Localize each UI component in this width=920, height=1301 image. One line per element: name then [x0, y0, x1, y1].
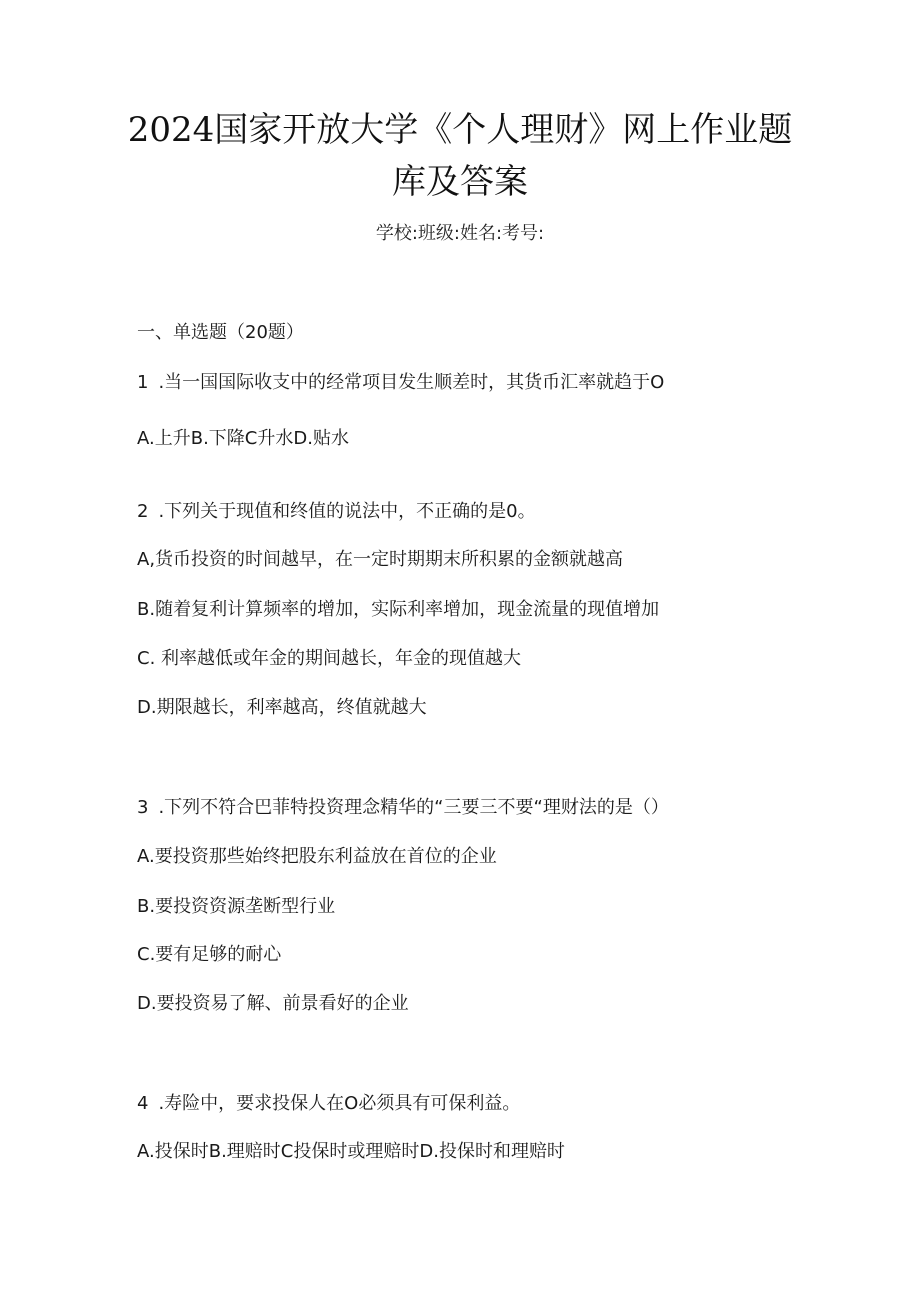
question-number: 4 [137, 1093, 149, 1114]
question-2-option-a: A,货币投资的时间越早，在一定时期期末所积累的金额就越高 [137, 549, 624, 570]
question-4-stem [137, 1091, 520, 1117]
question-3-option-a: A.要投资那些始终把股东利益放在首位的企业 [137, 846, 497, 867]
question-3-option-c: C.要有足够的耐心 [137, 944, 282, 965]
question-number: 3 [137, 797, 149, 818]
student-info-line: 学校:班级:姓名:考号: [375, 223, 545, 244]
question-text: .下列关于现值和终值的说法中，不正确的是0。 [158, 501, 536, 522]
question-number: 1 [137, 372, 149, 393]
question-2-option-d: D.期限越长，利率越高，终值就越大 [137, 697, 427, 718]
question-number: 2 [137, 501, 149, 522]
section-heading: 一、单选题（20题） [137, 322, 304, 343]
question-2-option-c: C. 利率越低或年金的期间越长，年金的现值越大 [137, 648, 522, 669]
question-2-option-b: B.随着复利计算频率的增加，实际利率增加，现金流量的现值增加 [137, 599, 660, 620]
document-title-line-1: 2024国家开放大学《个人理财》网上作业题 [127, 110, 793, 150]
question-1-options: A.上升B.下降C升水D.贴水 [137, 428, 349, 449]
question-text: .寿险中，要求投保人在O必须具有可保利益。 [158, 1093, 521, 1114]
question-3-stem [137, 795, 669, 821]
question-3-option-d: D.要投资易了解、前景看好的企业 [137, 993, 409, 1014]
question-text: .下列不符合巴菲特投资理念精华的“三要三不要“理财法的是（） [158, 797, 669, 818]
document-title-line-2: 库及答案 [392, 162, 528, 202]
question-4-options: A.投保时B.理赔时C投保时或理赔时D.投保时和理赔时 [137, 1141, 565, 1162]
question-2-stem [137, 499, 536, 525]
question-3-option-b: B.要投资资源垄断型行业 [137, 896, 336, 917]
question-text: .当一国国际收支中的经常项目发生顺差时，其货币汇率就趋于O [158, 372, 665, 393]
question-1-stem [137, 370, 664, 396]
